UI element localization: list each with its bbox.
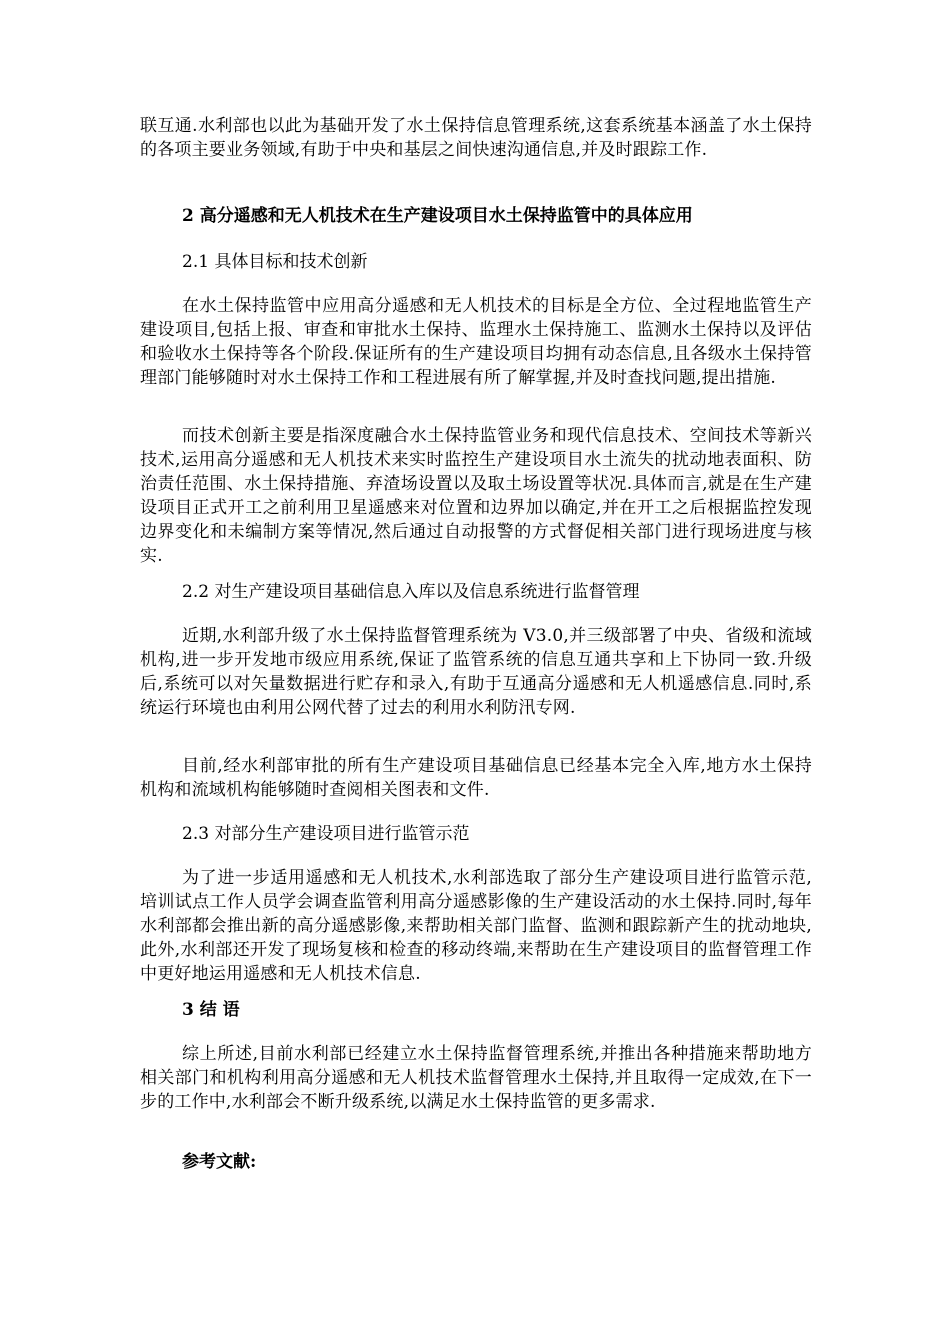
paragraph-demo: 为了进一步适用遥感和无人机技术,水利部选取了部分生产建设项目进行监管示范,培训试点工作人员学会调查监管利用高分遥感影像的生产建设活动的水土保持.同时,每年水利部都会推出新的高分遥感影像,来帮助相关部门监督、监测和跟踪新产生的扰动地块,此外,水利部还开发了现场复核和检查的移动终端,来帮助在生产建设项目的监督管理工作中更好地运用遥感和无人机技术信息. (140, 868, 812, 984)
section-heading-3: 3 结 语 (182, 1000, 240, 1020)
paragraph-goal: 在水土保持监管中应用高分遥感和无人机技术的目标是全方位、全过程地监管生产建设项目,包括上报、审查和审批水土保持、监理水土保持施工、监测水土保持以及评估和验收水土保持等各个阶段.保证所有的生产建设项目均拥有动态信息,且各级水土保持管理部门能够随时对水土保持工作和工程进展有所了解掌握,并及时查找问题,提出措施. (140, 296, 812, 388)
subsection-heading-2-3: 2.3 对部分生产建设项目进行监管示范 (182, 824, 470, 844)
references-heading: 参考文献: (182, 1152, 257, 1172)
subsection-heading-2-1: 2.1 具体目标和技术创新 (182, 252, 368, 272)
paragraph-innovation: 而技术创新主要是指深度融合水土保持监管业务和现代信息技术、空间技术等新兴技术,运用高分遥感和无人机技术来实时监控生产建设项目水土流失的扰动地表面积、防治责任范围、水土保持措施、弃渣场设置以及取土场设置等状况.具体而言,就是在生产建设项目正式开工之前利用卫星遥感来对位置和边界加以确定,并在开工之后根据监控发现边界变化和未编制方案等情况,然后通过自动报警的方式督促相关部门进行现场进度与核实. (140, 426, 812, 566)
paragraph-intro: 联互通.水利部也以此为基础开发了水土保持信息管理系统,这套系统基本涵盖了水土保持的各项主要业务领域,有助于中央和基层之间快速沟通信息,并及时跟踪工作. (140, 116, 812, 160)
paragraph-conclusion: 综上所述,目前水利部已经建立水土保持监督管理系统,并推出各种措施来帮助地方相关部门和机构利用高分遥感和无人机技术监督管理水土保持,并且取得一定成效,在下一步的工作中,水利部会不断升级系统,以满足水土保持监管的更多需求. (140, 1044, 812, 1112)
subsection-heading-2-2: 2.2 对生产建设项目基础信息入库以及信息系统进行监督管理 (182, 582, 640, 602)
section-heading-2: 2 高分遥感和无人机技术在生产建设项目水土保持监管中的具体应用 (182, 206, 693, 226)
paragraph-recent: 近期,水利部升级了水土保持监督管理系统为 V3.0,并三级部署了中央、省级和流域机构,进一步开发地市级应用系统,保证了监管系统的信息互通共享和上下协同一致.升级后,系统可以对矢量数据进行贮存和录入,有助于互通高分遥感和无人机遥感信息.同时,系统运行环境也由利用公网代替了过去的利用水利防汛专网. (140, 626, 812, 718)
paragraph-current: 目前,经水利部审批的所有生产建设项目基础信息已经基本完全入库,地方水土保持机构和流域机构能够随时查阅相关图表和文件. (140, 756, 812, 800)
